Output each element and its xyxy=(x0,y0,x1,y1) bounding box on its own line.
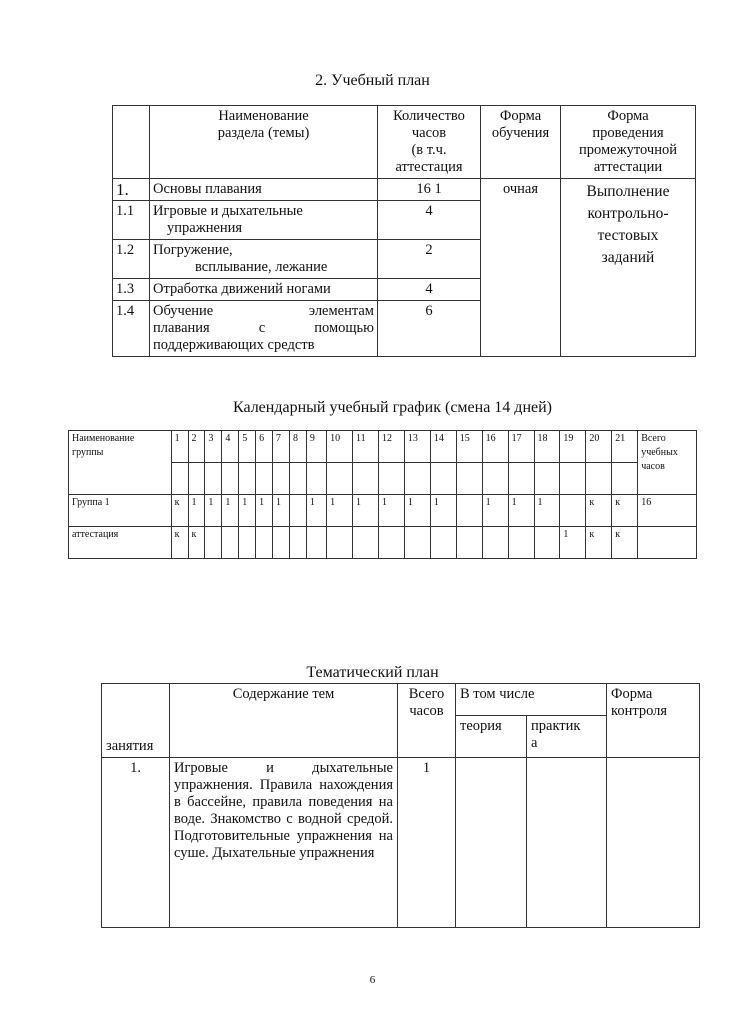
calendar-day-cell xyxy=(404,527,430,559)
row-hours: 4 xyxy=(378,201,481,240)
row-name xyxy=(150,301,378,357)
header-hours-line3: (в т.ч. xyxy=(411,142,447,158)
day-header: 8 xyxy=(289,431,306,463)
row-name-line2: плавания с помощью xyxy=(153,320,374,336)
calendar-total-header-line1: Всего xyxy=(641,433,666,444)
study-plan-header-row xyxy=(113,106,696,179)
day-header: 16 xyxy=(482,431,508,463)
day-cell-empty xyxy=(353,463,379,495)
calendar-day-cell: к xyxy=(171,495,188,527)
day-header: 1 xyxy=(171,431,188,463)
day-cell-empty xyxy=(430,463,456,495)
calendar-day-cell: 1 xyxy=(534,495,560,527)
calendar-day-cell xyxy=(430,527,456,559)
row-name xyxy=(150,201,378,240)
header-form-cell xyxy=(481,106,561,179)
row-hours: 2 xyxy=(378,240,481,279)
day-cell-empty xyxy=(289,463,306,495)
calendar-group-header-line2: группы xyxy=(72,447,104,458)
day-header: 2 xyxy=(188,431,205,463)
calendar-day-cell xyxy=(239,527,256,559)
day-header: 21 xyxy=(612,431,638,463)
header-att-line4: аттестации xyxy=(593,159,663,175)
thematic-row-practice xyxy=(527,758,607,928)
thematic-content-header: Содержание тем xyxy=(170,684,398,758)
calendar-day-cell: 1 xyxy=(482,495,508,527)
thematic-total-header-line1: Всего xyxy=(408,686,445,702)
day-header: 4 xyxy=(222,431,239,463)
att-value-line3: тестовых xyxy=(597,227,659,244)
calendar-day-cell: 1 xyxy=(560,527,586,559)
thematic-control-header-line2: контроля xyxy=(611,703,668,719)
thematic-row-num: 1. xyxy=(102,758,170,928)
thematic-practice-header xyxy=(527,716,607,758)
row-hours: 6 xyxy=(378,301,481,357)
row-hours: 4 xyxy=(378,279,481,301)
day-header: 18 xyxy=(534,431,560,463)
calendar-day-cell: 1 xyxy=(327,495,353,527)
thematic-practice-header-line1: практик xyxy=(531,718,581,734)
row-name-line1: Погружение, xyxy=(153,242,233,258)
att-value-line4: заданий xyxy=(601,249,655,266)
thematic-row-total: 1 xyxy=(398,758,456,928)
form-value: очная xyxy=(502,181,539,197)
calendar-total-header-line3: часов xyxy=(641,461,665,472)
calendar-day-cell xyxy=(306,527,326,559)
day-header: 14 xyxy=(430,431,456,463)
day-cell-empty xyxy=(586,463,612,495)
table-row xyxy=(113,179,696,201)
calendar-row-total: 16 xyxy=(638,495,697,527)
calendar-day-cell: 1 xyxy=(256,495,273,527)
calendar-body xyxy=(69,431,697,559)
day-header: 12 xyxy=(378,431,404,463)
calendar-day-cell: к xyxy=(188,527,205,559)
att-value-line1: Выполнение xyxy=(586,183,670,200)
calendar-day-cell xyxy=(378,527,404,559)
day-cell-empty xyxy=(273,463,290,495)
day-header: 15 xyxy=(456,431,482,463)
calendar-day-cell xyxy=(560,495,586,527)
study-plan-table xyxy=(112,105,696,357)
form-value-cell xyxy=(481,179,561,357)
calendar-header-row xyxy=(69,431,697,463)
row-num: 1.4 xyxy=(113,301,150,357)
day-header: 6 xyxy=(256,431,273,463)
header-att-line3: промежуточной xyxy=(579,142,677,158)
calendar-row-label: аттестация xyxy=(69,527,172,559)
row-name: Основы плавания xyxy=(150,179,378,201)
calendar-day-cell xyxy=(508,527,534,559)
row-num: 1. xyxy=(113,179,150,201)
header-name-line2: раздела (темы) xyxy=(217,125,310,141)
thematic-title: Тематический план xyxy=(306,664,439,681)
header-attestation-cell xyxy=(561,106,696,179)
calendar-day-cell xyxy=(222,527,239,559)
thematic-control-header-line1: Форма xyxy=(611,686,653,702)
header-form-line2: обучения xyxy=(491,125,550,141)
day-cell-empty xyxy=(482,463,508,495)
calendar-day-cell: 1 xyxy=(508,495,534,527)
calendar-day-cell: к xyxy=(586,495,612,527)
header-name-line1: Наименование xyxy=(218,108,309,124)
calendar-table xyxy=(68,430,697,559)
calendar-day-cell xyxy=(456,495,482,527)
thematic-row-control xyxy=(607,758,700,928)
header-num-cell xyxy=(113,106,150,179)
day-cell-empty xyxy=(188,463,205,495)
header-hours-line2: часов xyxy=(411,125,447,141)
calendar-day-cell xyxy=(289,527,306,559)
table-row xyxy=(69,495,697,527)
thematic-row-theory xyxy=(456,758,527,928)
row-num: 1.2 xyxy=(113,240,150,279)
day-header: 19 xyxy=(560,431,586,463)
row-name-line1: Обучение элементам xyxy=(153,303,374,319)
calendar-group-header-line1: Наименование xyxy=(72,433,135,444)
day-cell-empty xyxy=(378,463,404,495)
day-header: 11 xyxy=(353,431,379,463)
day-header: 5 xyxy=(239,431,256,463)
calendar-day-cell: 1 xyxy=(222,495,239,527)
thematic-theory-header: теория xyxy=(456,716,527,758)
thematic-row-content: Игровые и дыхательные упражнения. Правила нахождения в бассейне, правила поведения на воде. Знакомство с водной средой. Подготовительные упражнения на суше. Дыхательные упражнения xyxy=(170,758,398,928)
row-name: Отработка движений ногами xyxy=(150,279,378,301)
header-hours-line4: аттестация xyxy=(395,159,463,175)
thematic-control-header xyxy=(607,684,700,758)
thematic-total-header xyxy=(398,684,456,758)
calendar-day-cell: 1 xyxy=(306,495,326,527)
thematic-plan-table xyxy=(101,683,700,928)
row-num: 1.1 xyxy=(113,201,150,240)
row-num: 1.3 xyxy=(113,279,150,301)
day-cell-empty xyxy=(256,463,273,495)
attestation-value-cell xyxy=(561,179,696,357)
calendar-day-cell: 1 xyxy=(239,495,256,527)
thematic-header-row xyxy=(102,684,700,716)
day-cell-empty xyxy=(171,463,188,495)
calendar-day-cell xyxy=(353,527,379,559)
header-hours-cell xyxy=(378,106,481,179)
section-title: 2. Учебный план xyxy=(315,72,430,89)
calendar-day-cell: 1 xyxy=(353,495,379,527)
row-hours: 16 1 xyxy=(378,179,481,201)
calendar-day-cell xyxy=(482,527,508,559)
calendar-day-cell: к xyxy=(586,527,612,559)
day-cell-empty xyxy=(239,463,256,495)
day-cell-empty xyxy=(534,463,560,495)
header-hours-line1: Количество xyxy=(393,108,465,124)
calendar-total-header xyxy=(638,431,697,495)
calendar-title: Календарный учебный график (смена 14 дней) xyxy=(232,399,552,416)
calendar-day-cell xyxy=(289,495,306,527)
day-header: 17 xyxy=(508,431,534,463)
day-header: 3 xyxy=(205,431,222,463)
row-name-line3: поддерживающих средств xyxy=(153,337,315,353)
att-value-line2: контрольно- xyxy=(587,205,669,222)
header-name-cell xyxy=(150,106,378,179)
day-cell-empty xyxy=(327,463,353,495)
calendar-day-cell: 1 xyxy=(378,495,404,527)
header-form-line1: Форма xyxy=(499,108,542,124)
row-name-line2: всплывание, лежание xyxy=(195,259,328,275)
row-name-line2: упражнения xyxy=(167,220,243,236)
calendar-day-cell xyxy=(456,527,482,559)
calendar-row-total xyxy=(638,527,697,559)
calendar-day-cell: 1 xyxy=(205,495,222,527)
day-header: 9 xyxy=(306,431,326,463)
row-name-line1: Игровые и дыхательные xyxy=(153,203,303,219)
day-header: 10 xyxy=(327,431,353,463)
calendar-day-cell xyxy=(205,527,222,559)
calendar-day-cell: 1 xyxy=(188,495,205,527)
day-header: 20 xyxy=(586,431,612,463)
calendar-day-cell xyxy=(327,527,353,559)
day-cell-empty xyxy=(508,463,534,495)
thematic-practice-header-line2: а xyxy=(531,735,538,751)
row-name xyxy=(150,240,378,279)
day-header: 7 xyxy=(273,431,290,463)
table-row xyxy=(69,527,697,559)
calendar-day-cell: к xyxy=(612,527,638,559)
calendar-day-cell xyxy=(256,527,273,559)
calendar-total-header-line2: учебных xyxy=(641,447,678,458)
thematic-including-header: В том числе xyxy=(456,684,607,716)
calendar-group-header xyxy=(69,431,172,495)
calendar-row-label: Группа 1 xyxy=(69,495,172,527)
calendar-day-cell: 1 xyxy=(273,495,290,527)
day-cell-empty xyxy=(205,463,222,495)
table-row xyxy=(102,758,700,928)
day-cell-empty xyxy=(222,463,239,495)
calendar-day-cell xyxy=(534,527,560,559)
day-cell-empty xyxy=(560,463,586,495)
calendar-day-cell: к xyxy=(612,495,638,527)
day-header: 13 xyxy=(404,431,430,463)
calendar-day-cell: 1 xyxy=(404,495,430,527)
day-cell-empty xyxy=(306,463,326,495)
calendar-day-cell: 1 xyxy=(430,495,456,527)
page-number: 6 xyxy=(369,974,376,986)
day-cell-empty xyxy=(612,463,638,495)
thematic-num-header: занятия xyxy=(102,684,170,758)
header-att-line1: Форма xyxy=(607,108,649,124)
header-att-line2: проведения xyxy=(592,125,664,141)
calendar-day-cell: к xyxy=(171,527,188,559)
day-cell-empty xyxy=(404,463,430,495)
calendar-day-cell xyxy=(273,527,290,559)
thematic-total-header-line2: часов xyxy=(409,703,444,719)
day-cell-empty xyxy=(456,463,482,495)
